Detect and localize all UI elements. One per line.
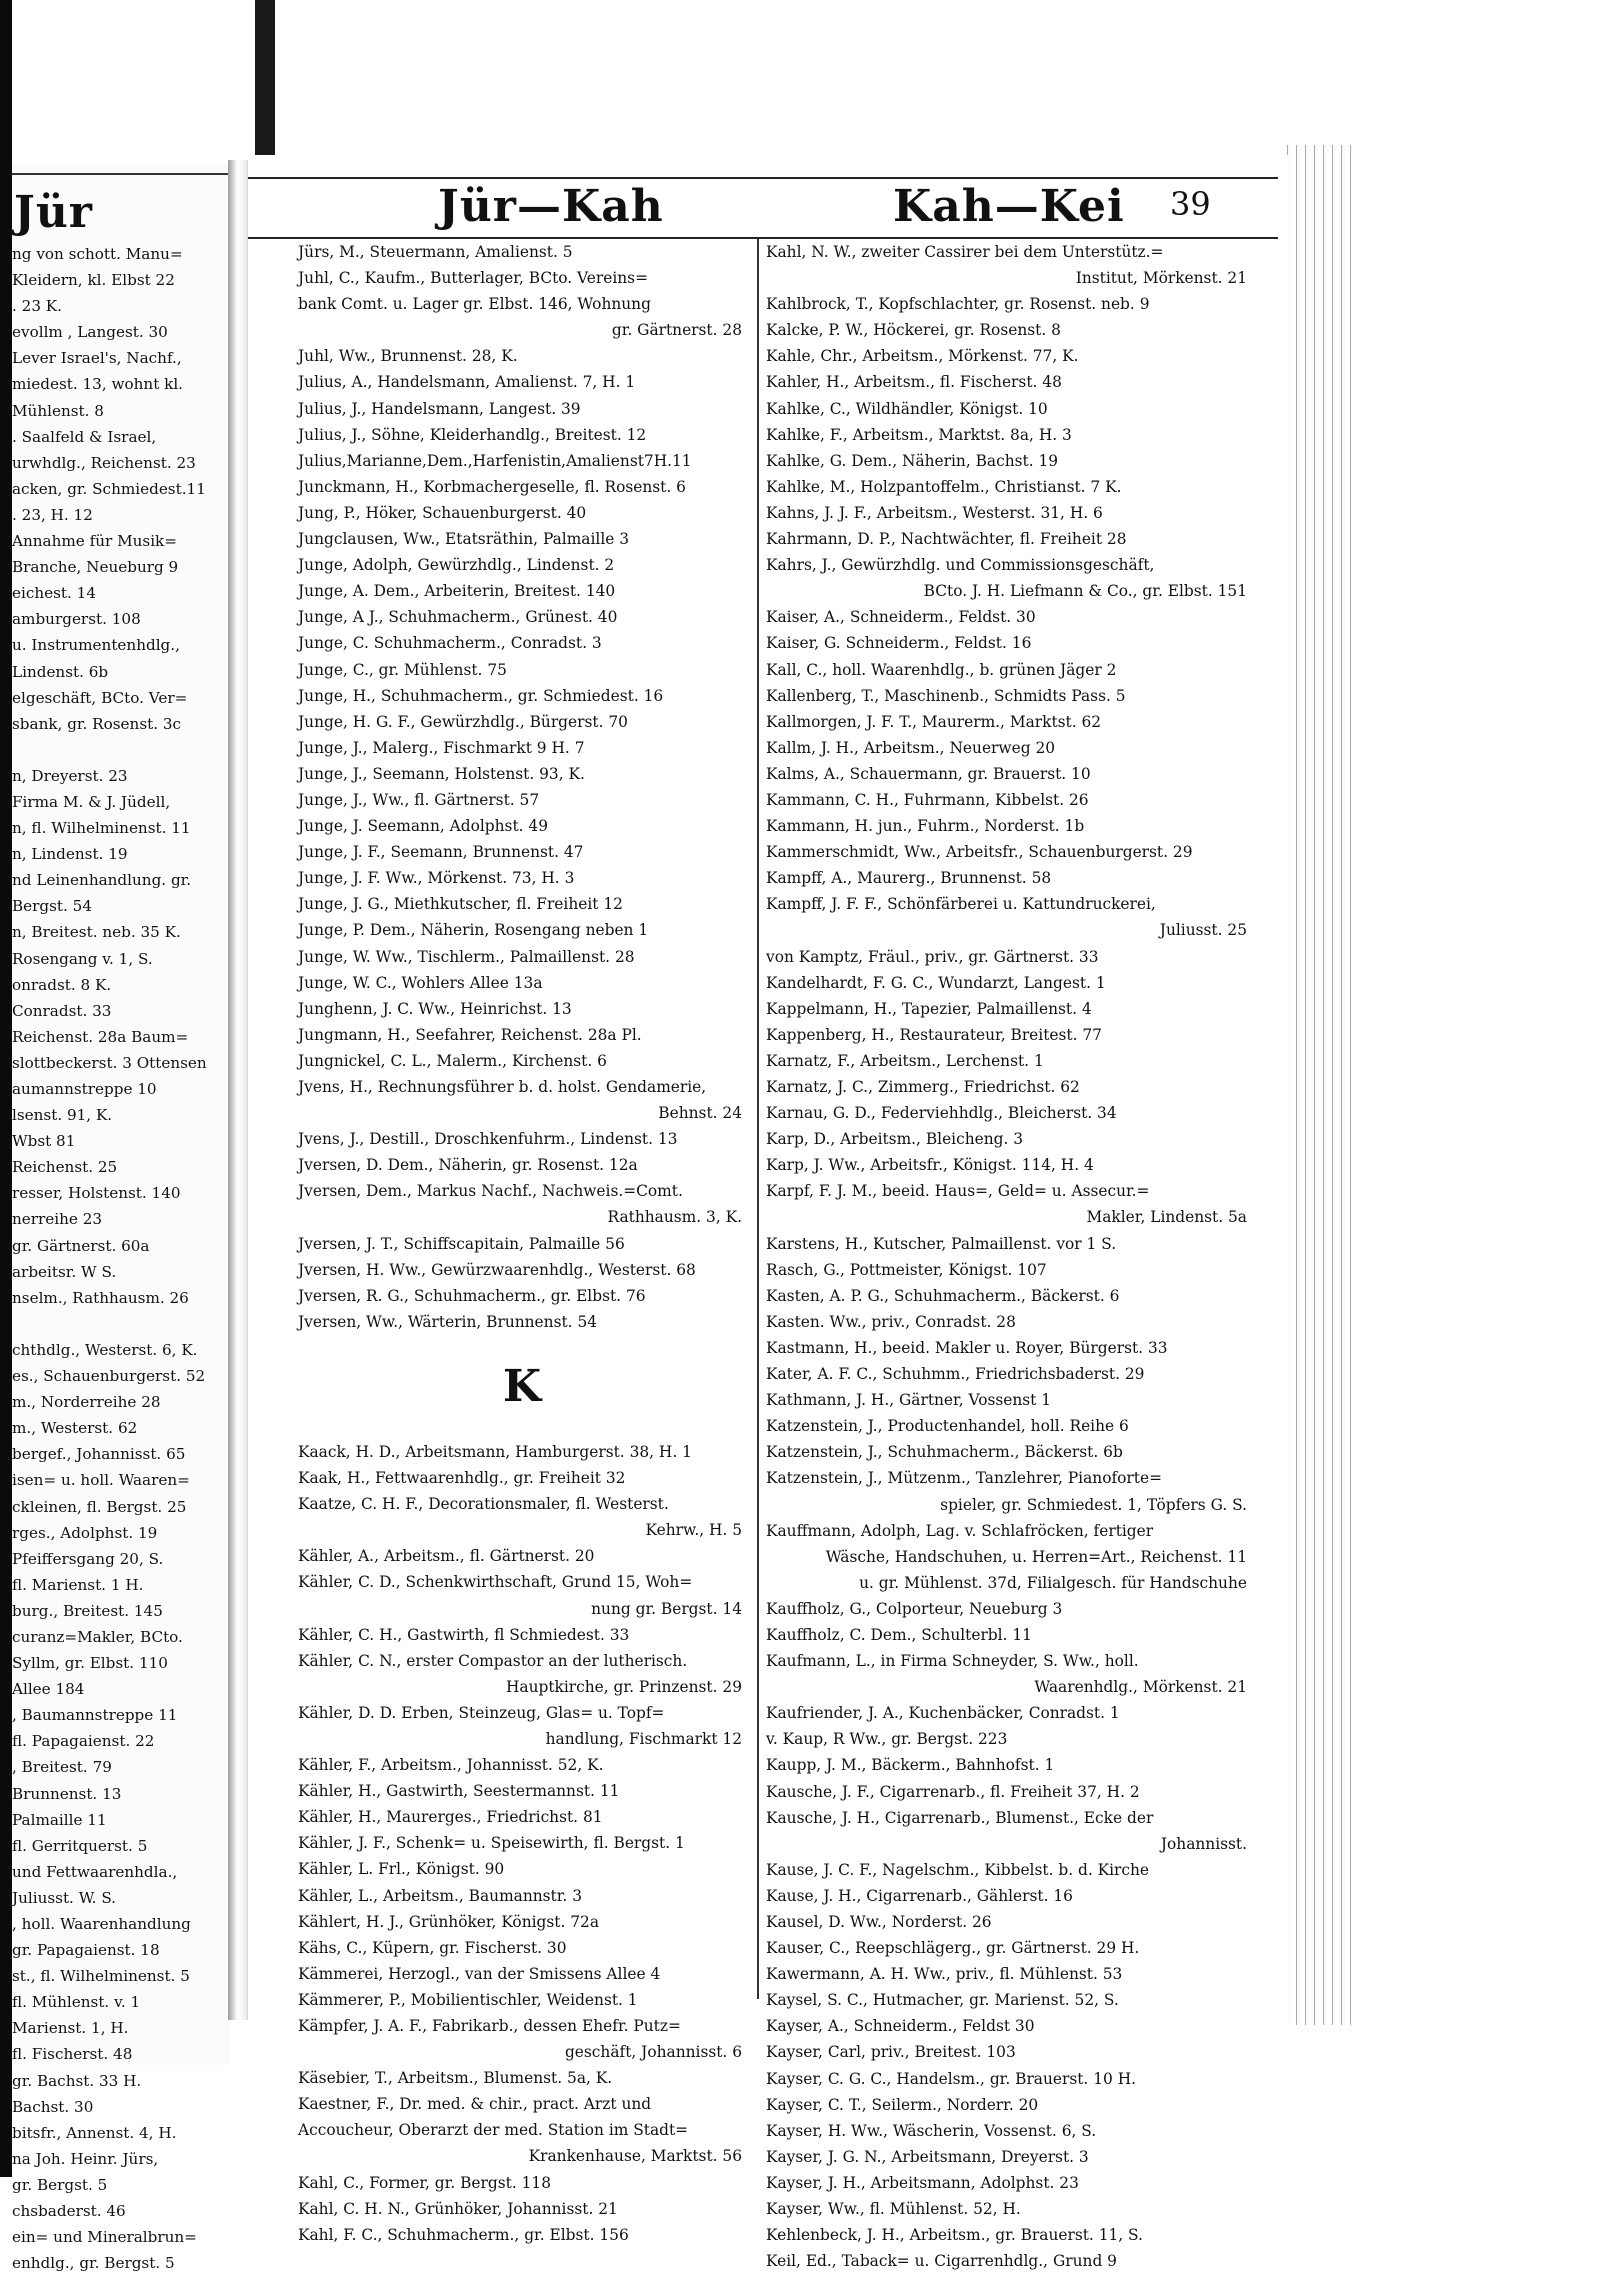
scan-margin: [0, 0, 12, 2177]
facing-page-line: aumannstreppe 10: [12, 1080, 157, 1098]
facing-page-line: Lindenst. 6b: [12, 662, 109, 681]
facing-page-line: [12, 1311, 242, 1337]
entry-continuation: Waarenhdlg., Mörkenst. 21: [1034, 1678, 1247, 1697]
directory-entry: Julius, J., Handelsmann, Langest. 39: [298, 399, 581, 418]
facing-page-line: Reichenst. 28a Baum=: [12, 1027, 189, 1046]
facing-page-line: fl. Fischerst. 48: [12, 2045, 133, 2064]
entry-continuation: geschäft, Johannisst. 6: [564, 2043, 742, 2062]
directory-entry: Kauffmann, Adolph, Lag. v. Schlafröcken, fertiger: [766, 1521, 1154, 1540]
directory-entry: Karp, J. Ww., Arbeitsfr., Königst. 114, H. 4: [766, 1156, 1094, 1175]
directory-entry: Junge, J., Malerg., Fischmarkt 9 H. 7: [298, 738, 585, 757]
directory-entry: Kauffholz, C. Dem., Schulterbl. 11: [766, 1625, 1032, 1644]
page-top-rule: [248, 177, 1278, 179]
facing-page-line: n, Lindenst. 19: [12, 845, 128, 864]
entries-column-right: [766, 239, 1251, 2274]
directory-entry: Kaupp, J. M., Bäckerm., Bahnhofst. 1: [766, 1756, 1055, 1775]
directory-entry: Karnatz, F., Arbeitsm., Lerchenst. 1: [766, 1051, 1044, 1070]
directory-entry: Kahlke, M., Holzpantoffelm., Christianst. 7 K.: [766, 477, 1122, 496]
page-number: 39: [1170, 185, 1211, 223]
facing-page-line: lsenst. 91, K.: [12, 1106, 113, 1125]
directory-entry: Katzenstein, J., Productenhandel, holl. Reihe 6: [766, 1417, 1129, 1436]
directory-entry: Kaack, H. D., Arbeitsmann, Hamburgerst. 38, H. 1: [298, 1442, 692, 1461]
directory-entry: Kähler, L. Frl., Königst. 90: [298, 1860, 505, 1879]
directory-entry: Kämmerer, P., Mobilientischler, Weidenst. 1: [298, 1990, 638, 2009]
directory-entry: Junge, A. Dem., Arbeiterin, Breitest. 140: [298, 582, 616, 601]
directory-entry: Kähler, C. D., Schenkwirthschaft, Grund 15, Woh=: [298, 1573, 693, 1592]
directory-entry: Kayser, C. T., Seilerm., Norderr. 20: [766, 2095, 1039, 2114]
facing-page-line: nerreihe 23: [12, 1210, 103, 1229]
running-head-right: Kah—Kei: [893, 181, 1125, 232]
facing-page-line: elgeschäft, BCto. Ver=: [12, 688, 188, 707]
directory-entry: Kallenberg, T., Maschinenb., Schmidts Pass. 5: [766, 686, 1126, 705]
entry-continuation: spieler, gr. Schmiedest. 1, Töpfers G. S.: [940, 1495, 1247, 1514]
directory-entry: Kampff, J. F. F., Schönfärberei u. Kattundruckerei,: [766, 895, 1156, 914]
directory-entry: Kalcke, P. W., Höckerei, gr. Rosenst. 8: [766, 321, 1061, 340]
directory-entry: Kähler, D. D. Erben, Steinzeug, Glas= u. Topf=: [298, 1703, 665, 1722]
directory-entry: bank Comt. u. Lager gr. Elbst. 146, Wohnung: [298, 295, 651, 314]
entry-continuation: Wäsche, Handschuhen, u. Herren=Art., Reichenst. 11: [825, 1547, 1247, 1566]
directory-entry: Kayser, Carl, priv., Breitest. 103: [766, 2043, 1016, 2062]
directory-entry: Kaysel, S. C., Hutmacher, gr. Marienst. 52, S.: [766, 1991, 1119, 2010]
directory-entry: Junge, J. F., Seemann, Brunnenst. 47: [298, 843, 584, 862]
facing-page-line: gr. Papagaienst. 18: [12, 1941, 160, 1960]
directory-entry: Kammann, C. H., Fuhrmann, Kibbelst. 26: [766, 790, 1089, 809]
facing-page-line: Lever Israel's, Nachf.,: [12, 349, 182, 368]
facing-page-line: Bergst. 54: [12, 897, 93, 916]
directory-entry: Kausche, J. F., Cigarrenarb., fl. Freiheit 37, H. 2: [766, 1782, 1140, 1801]
directory-entry: Kastmann, H., beeid. Makler u. Royer, Bürgerst. 33: [766, 1338, 1168, 1357]
directory-entry: Kahrs, J., Gewürzhdlg. und Commissionsgeschäft,: [766, 556, 1155, 575]
facing-page-line: bergef., Johannisst. 65: [12, 1445, 186, 1464]
facing-page-line: acken, gr. Schmiedest.11: [12, 479, 206, 498]
directory-entry: Kähler, F., Arbeitsm., Johannisst. 52, K.: [298, 1756, 604, 1775]
directory-entry: Karp, D., Arbeitsm., Bleicheng. 3: [766, 1130, 1024, 1149]
directory-entry: Julius, J., Söhne, Kleiderhandlg., Breitest. 12: [298, 425, 647, 444]
directory-entry: Kammerschmidt, Ww., Arbeitsfr., Schauenburgerst. 29: [766, 843, 1193, 862]
facing-page-line: sbank, gr. Rosenst. 3c: [12, 714, 182, 733]
facing-page-line: urwhdlg., Reichenst. 23: [12, 453, 196, 472]
running-head-left: Jür—Kah: [438, 181, 664, 232]
directory-entry: Kayser, H. Ww., Wäscherin, Vossenst. 6, S.: [766, 2121, 1097, 2140]
directory-entry: Junge, J. G., Miethkutscher, fl. Freiheit 12: [298, 895, 623, 914]
facing-page-line: gr. Bergst. 5: [12, 2175, 108, 2194]
facing-page-line: , Breitest. 79: [12, 1758, 112, 1777]
facing-page-line: Mühlenst. 8: [12, 401, 104, 420]
entry-continuation: Krankenhause, Marktst. 56: [528, 2147, 742, 2166]
facing-page-line: chthdlg., Westerst. 6, K.: [12, 1340, 198, 1359]
facing-page-line: miedest. 13, wohnt kl.: [12, 375, 184, 394]
directory-entry: Kampff, A., Maurerg., Brunnenst. 58: [766, 869, 1052, 888]
facing-page-line: fl. Gerritquerst. 5: [12, 1836, 148, 1855]
directory-entry: v. Kaup, R Ww., gr. Bergst. 223: [766, 1730, 1008, 1749]
entry-continuation: u. gr. Mühlenst. 37d, Filialgesch. für Handschuhe: [859, 1573, 1247, 1592]
directory-entry: Kähler, A., Arbeitsm., fl. Gärtnerst. 20: [298, 1547, 595, 1566]
directory-entry: Katzenstein, J., Schuhmacherm., Bäckerst. 6b: [766, 1443, 1123, 1462]
facing-page-line: rges., Adolphst. 19: [12, 1523, 158, 1542]
facing-page-line: gr. Bachst. 33 H.: [12, 2071, 142, 2090]
directory-entry: Kahl, C. H. N., Grünhöker, Johannisst. 21: [298, 2199, 618, 2218]
page-edges: [1282, 145, 1352, 2025]
directory-entry: Kayser, A., Schneiderm., Feldst 30: [766, 2017, 1035, 2036]
directory-entry: Junge, H., Schuhmacherm., gr. Schmiedest. 16: [298, 686, 664, 705]
directory-entry: Jvens, J., Destill., Droschkenfuhrm., Lindenst. 13: [298, 1130, 678, 1149]
entry-continuation: Makler, Lindenst. 5a: [1086, 1208, 1247, 1227]
directory-entry: Kahler, H., Arbeitsm., fl. Fischerst. 48: [766, 373, 1062, 392]
directory-entry: Kauffholz, G., Colporteur, Neueburg 3: [766, 1599, 1063, 1618]
directory-entry: von Kamptz, Fräul., priv., gr. Gärtnerst. 33: [766, 947, 1099, 966]
directory-entry: Junghenn, J. C. Ww., Heinrichst. 13: [298, 999, 572, 1018]
directory-entry: Kappelmann, H., Tapezier, Palmaillenst. 4: [766, 999, 1092, 1018]
entry-continuation: Hauptkirche, gr. Prinzenst. 29: [505, 1677, 742, 1696]
directory-entry: Junge, H. G. F., Gewürzhdlg., Bürgerst. 70: [298, 712, 628, 731]
facing-page-top-rule: [12, 173, 230, 175]
facing-page-line: chsbaderst. 46: [12, 2202, 126, 2221]
directory-entry: Käsebier, T., Arbeitsm., Blumenst. 5a, K.: [298, 2069, 613, 2088]
directory-entry: Kähler, C. N., erster Compastor an der lutherisch.: [298, 1651, 688, 1670]
directory-entry: Kall, C., holl. Waarenhdlg., b. grünen Jäger 2: [766, 660, 1117, 679]
directory-entry: Kahle, Chr., Arbeitsm., Mörkenst. 77, K.: [766, 347, 1079, 366]
facing-page-line: . 23 K.: [12, 297, 62, 316]
facing-page-line: nd Leinenhandlung. gr.: [12, 871, 192, 890]
directory-entry: Junge, A J., Schuhmacherm., Grünest. 40: [298, 608, 618, 627]
directory-entry: Kayser, J. H., Arbeitsmann, Adolphst. 23: [766, 2173, 1079, 2192]
facing-page-line: arbeitsr. W S.: [12, 1262, 117, 1281]
directory-entry: Julius,Marianne,Dem.,Harfenistin,Amalienst7H.11: [298, 451, 692, 470]
directory-entry: Jversen, H. Ww., Gewürzwaarenhdlg., Westerst. 68: [298, 1260, 696, 1279]
directory-entry: Junckmann, H., Korbmachergeselle, fl. Rosenst. 6: [298, 477, 686, 496]
directory-entry: Karpf, F. J. M., beeid. Haus=, Geld= u. Assecur.=: [766, 1182, 1150, 1201]
directory-entry: Kaufmann, L., in Firma Schneyder, S. Ww., holl.: [766, 1652, 1139, 1671]
directory-entry: Kasten. Ww., priv., Conradst. 28: [766, 1312, 1016, 1331]
entry-continuation: Johannisst.: [1160, 1834, 1247, 1853]
directory-entry: Kahlbrock, T., Kopfschlachter, gr. Rosenst. neb. 9: [766, 295, 1150, 314]
facing-page-line: fl. Mühlenst. v. 1: [12, 1993, 141, 2012]
facing-page-line: curanz=Makler, BCto.: [12, 1627, 183, 1646]
directory-entry: Kauser, C., Reepschlägerg., gr. Gärtnerst. 29 H.: [766, 1939, 1140, 1958]
directory-page: [248, 155, 1288, 2271]
directory-entry: Kähler, L., Arbeitsm., Baumannstr. 3: [298, 1886, 582, 1905]
facing-page-line: Bachst. 30: [12, 2097, 94, 2116]
facing-page-line: Kleidern, kl. Elbst 22: [12, 271, 175, 290]
facing-page-line: n, fl. Wilhelminenst. 11: [12, 819, 191, 838]
facing-page-line: amburgerst. 108: [12, 610, 141, 629]
facing-page-line: ckleinen, fl. Bergst. 25: [12, 1497, 187, 1516]
directory-entry: Kathmann, J. H., Gärtner, Vossenst 1: [766, 1391, 1052, 1410]
directory-entry: Kahl, N. W., zweiter Cassirer bei dem Unterstütz.=: [766, 243, 1164, 261]
facing-page-line: . 23, H. 12: [12, 505, 93, 524]
facing-page-line: bitsfr., Annenst. 4, H.: [12, 2123, 177, 2142]
directory-entry: Junge, W. Ww., Tischlerm., Palmaillenst. 28: [298, 947, 635, 966]
directory-entry: Junge, W. C., Wohlers Allee 13a: [298, 973, 543, 992]
facing-page-line: Allee 184: [12, 1680, 85, 1699]
entry-continuation: Juliusst. 25: [1159, 921, 1247, 940]
facing-page-line: Syllm, gr. Elbst. 110: [12, 1654, 168, 1673]
directory-entry: Kause, J. H., Cigarrenarb., Gählerst. 16: [766, 1886, 1073, 1905]
facing-page-line: [12, 737, 242, 763]
directory-entry: Kahlke, G. Dem., Näherin, Bachst. 19: [766, 451, 1059, 470]
facing-page-line: nselm., Rathhausm. 26: [12, 1288, 189, 1307]
directory-entry: Junge, P. Dem., Näherin, Rosengang neben 1: [298, 921, 649, 940]
facing-page-lines: [12, 241, 242, 2276]
facing-page-line: u. Instrumentenhdlg.,: [12, 636, 180, 655]
directory-entry: Kawermann, A. H. Ww., priv., fl. Mühlenst. 53: [766, 1965, 1123, 1984]
directory-entry: Jungmann, H., Seefahrer, Reichenst. 28a Pl.: [298, 1025, 642, 1044]
facing-page-line: resser, Holstenst. 140: [12, 1184, 181, 1203]
facing-page-line: ng von schott. Manu=: [12, 245, 183, 263]
directory-entry: Kallmorgen, J. F. T., Maurerm., Marktst. 62: [766, 712, 1102, 731]
directory-entry: Kaiser, G. Schneiderm., Feldst. 16: [766, 634, 1032, 653]
directory-entry: Kasten, A. P. G., Schuhmacherm., Bäckerst. 6: [766, 1286, 1120, 1305]
directory-entry: Accoucheur, Oberarzt der med. Station im Stadt=: [298, 2121, 689, 2140]
facing-page-line: gr. Gärtnerst. 60a: [12, 1236, 150, 1255]
directory-entry: Jvens, H., Rechnungsführer b. d. holst. Gendamerie,: [298, 1078, 707, 1096]
directory-entry: Junge, J. Seemann, Adolphst. 49: [298, 817, 549, 836]
directory-entry: Kayser, C. G. C., Handelsm., gr. Brauerst. 10 H.: [766, 2069, 1137, 2088]
facing-page-line: st., fl. Wilhelminenst. 5: [12, 1967, 190, 1986]
directory-entry: Kehlenbeck, J. H., Arbeitsm., gr. Brauerst. 11, S.: [766, 2226, 1143, 2245]
facing-page-line: und Fettwaarenhdla.,: [12, 1862, 178, 1881]
directory-entry: Jversen, Dem., Markus Nachf., Nachweis.=Comt.: [298, 1182, 683, 1201]
directory-entry: Junge, Adolph, Gewürzhdlg., Lindenst. 2: [298, 556, 615, 575]
facing-page-line: n, Breitest. neb. 35 K.: [12, 923, 181, 942]
directory-entry: Junge, J., Seemann, Holstenst. 93, K.: [298, 764, 585, 783]
directory-entry: Kayser, J. G. N., Arbeitsmann, Dreyerst. 3: [766, 2147, 1089, 2166]
directory-entry: Katzenstein, J., Mützenm., Tanzlehrer, Pianoforte=: [766, 1469, 1162, 1488]
facing-page-line: ein= und Mineralbrun=: [12, 2228, 197, 2247]
facing-page-header: Jür: [14, 187, 93, 238]
directory-entry: Kähs, C., Küpern, gr. Fischerst. 30: [298, 1938, 567, 1957]
directory-entry: Kahrmann, D. P., Nachtwächter, fl. Freiheit 28: [766, 530, 1127, 549]
facing-page-line: Marienst. 1, H.: [12, 2019, 129, 2038]
directory-entry: Kaak, H., Fettwaarenhdlg., gr. Freiheit 32: [298, 1469, 626, 1488]
facing-page-line: Pfeiffersgang 20, S.: [12, 1549, 164, 1568]
facing-page-line: Brunnenst. 13: [12, 1784, 122, 1803]
directory-entry: Kählert, H. J., Grünhöker, Königst. 72a: [298, 1912, 600, 1931]
facing-page-line: na Joh. Heinr. Jürs,: [12, 2149, 159, 2168]
binding-strip: [255, 0, 275, 170]
directory-entry: Juhl, Ww., Brunnenst. 28, K.: [298, 347, 518, 366]
facing-page-line: Wbst 81: [12, 1132, 76, 1151]
entry-continuation: handlung, Fischmarkt 12: [545, 1729, 742, 1748]
directory-entry: Kallm, J. H., Arbeitsm., Neuerweg 20: [766, 738, 1056, 757]
directory-entry: Kappenberg, H., Restaurateur, Breitest. 77: [766, 1025, 1102, 1044]
facing-page-line: Palmaille 11: [12, 1810, 107, 1829]
facing-page-line: isen= u. holl. Waaren=: [12, 1471, 190, 1490]
directory-entry: Kahns, J. J. F., Arbeitsm., Westerst. 31, H. 6: [766, 503, 1103, 522]
facing-page-line: onradst. 8 K.: [12, 975, 112, 994]
facing-page-line: m., Westerst. 62: [12, 1419, 138, 1438]
facing-page-line: Reichenst. 25: [12, 1158, 118, 1177]
directory-entry: Jungnickel, C. L., Malerm., Kirchenst. 6: [298, 1051, 607, 1070]
directory-entry: Kämmerei, Herzogl., van der Smissens Allee 4: [298, 1964, 661, 1983]
facing-page-line: es., Schauenburgerst. 52: [12, 1367, 206, 1386]
directory-entry: Kandelhardt, F. G. C., Wundarzt, Langest. 1: [766, 973, 1106, 992]
facing-page-line: fl. Papagaienst. 22: [12, 1732, 155, 1751]
facing-page-line: fl. Marienst. 1 H.: [12, 1575, 144, 1594]
directory-entry: Kähler, H., Gastwirth, Seestermannst. 11: [298, 1782, 620, 1801]
directory-entry: Junge, C., gr. Mühlenst. 75: [298, 660, 507, 679]
section-letter: K: [502, 1360, 542, 1412]
entry-continuation: nung gr. Bergst. 14: [591, 1599, 742, 1618]
directory-entry: Jung, P., Höker, Schauenburgerst. 40: [298, 503, 587, 522]
facing-page-line: Rosengang v. 1, S.: [12, 949, 153, 968]
directory-entry: Kämpfer, J. A. F., Fabrikarb., dessen Ehefr. Putz=: [298, 2017, 681, 2035]
directory-entry: Kater, A. F. C., Schuhmm., Friedrichsbaderst. 29: [766, 1365, 1145, 1384]
directory-entry: Kaatze, C. H. F., Decorationsmaler, fl. Westerst.: [298, 1495, 669, 1514]
entries-column-left: [298, 239, 746, 2248]
directory-entry: Kähler, H., Maurerges., Friedrichst. 81: [298, 1808, 603, 1827]
directory-entry: Keil, Ed., Taback= u. Cigarrenhdlg., Grund 9: [766, 2252, 1117, 2271]
directory-entry: Kähler, C. H., Gastwirth, fl Schmiedest. 33: [298, 1625, 630, 1644]
facing-page-line: enhdlg., gr. Bergst. 5: [12, 2254, 175, 2273]
directory-entry: Kalms, A., Schauermann, gr. Brauerst. 10: [766, 764, 1091, 783]
directory-entry: Jversen, Ww., Wärterin, Brunnenst. 54: [298, 1312, 598, 1331]
directory-entry: Jversen, J. T., Schiffscapitain, Palmaille 56: [298, 1234, 625, 1253]
directory-entry: Kahlke, F., Arbeitsm., Marktst. 8a, H. 3: [766, 425, 1072, 444]
entry-continuation: Rathhausm. 3, K.: [607, 1208, 742, 1227]
directory-entry: Jversen, R. G., Schuhmacherm., gr. Elbst. 76: [298, 1286, 646, 1305]
entry-continuation: BCto. J. H. Liefmann & Co., gr. Elbst. 151: [923, 582, 1247, 601]
entry-continuation: gr. Gärtnerst. 28: [611, 321, 742, 340]
directory-entry: Kahlke, C., Wildhändler, Königst. 10: [766, 399, 1048, 418]
directory-entry: Junge, C. Schuhmacherm., Conradst. 3: [298, 634, 602, 653]
directory-entry: Karnatz, J. C., Zimmerg., Friedrichst. 62: [766, 1078, 1080, 1096]
facing-page-line: Branche, Neueburg 9: [12, 558, 179, 577]
facing-page-left: [12, 165, 230, 2273]
directory-entry: Juhl, C., Kaufm., Butterlager, BCto. Vereins=: [298, 269, 648, 288]
facing-page-line: eichest. 14: [12, 584, 96, 603]
facing-page-line: Conradst. 33: [12, 1001, 112, 1020]
directory-entry: Kammann, H. jun., Fuhrm., Norderst. 1b: [766, 817, 1085, 836]
column-divider: [757, 239, 759, 1999]
directory-entry: Rasch, G., Pottmeister, Königst. 107: [766, 1260, 1047, 1279]
directory-entry: Kaiser, A., Schneiderm., Feldst. 30: [766, 608, 1036, 627]
facing-page-line: n, Dreyerst. 23: [12, 766, 128, 785]
directory-entry: Kause, J. C. F., Nagelschm., Kibbelst. b. d. Kirche: [766, 1860, 1150, 1879]
facing-page-line: slottbeckerst. 3 Ottensen: [12, 1053, 207, 1072]
directory-entry: Kähler, J. F., Schenk= u. Speisewirth, fl. Bergst. 1: [298, 1834, 685, 1853]
facing-page-line: , holl. Waarenhandlung: [12, 1915, 191, 1933]
facing-page-line: Juliusst. W. S.: [12, 1888, 117, 1907]
directory-entry: Karnau, G. D., Federviehhdlg., Bleicherst. 34: [766, 1104, 1117, 1123]
entry-continuation: Behnst. 24: [658, 1104, 742, 1123]
directory-entry: Kaestner, F., Dr. med. & chir., pract. Arzt und: [298, 2095, 652, 2114]
directory-entry: Jürs, M., Steuermann, Amalienst. 5: [298, 243, 573, 261]
directory-entry: Junge, J., Ww., fl. Gärtnerst. 57: [298, 790, 540, 809]
entry-continuation: Kehrw., H. 5: [645, 1521, 742, 1540]
directory-entry: Kayser, Ww., fl. Mühlenst. 52, H.: [766, 2200, 1021, 2219]
directory-entry: Kahl, F. C., Schuhmacherm., gr. Elbst. 156: [298, 2225, 629, 2244]
directory-entry: Julius, A., Handelsmann, Amalienst. 7, H. 1: [298, 373, 636, 392]
directory-entry: Kaufriender, J. A., Kuchenbäcker, Conradst. 1: [766, 1704, 1120, 1723]
directory-entry: Kausche, J. H., Cigarrenarb., Blumenst., Ecke der: [766, 1808, 1154, 1827]
directory-entry: Kausel, D. Ww., Norderst. 26: [766, 1913, 992, 1931]
facing-page-line: m., Norderreihe 28: [12, 1393, 161, 1412]
facing-page-line: , Baumannstreppe 11: [12, 1706, 178, 1725]
facing-page-line: evollm , Langest. 30: [12, 323, 168, 342]
entry-continuation: Institut, Mörkenst. 21: [1075, 269, 1247, 288]
directory-entry: Jungclausen, Ww., Etatsräthin, Palmaille 3: [298, 530, 630, 549]
directory-entry: Karstens, H., Kutscher, Palmaillenst. vor 1 S.: [766, 1234, 1117, 1253]
facing-page-line: burg., Breitest. 145: [12, 1601, 163, 1620]
directory-entry: Kahl, C., Former, gr. Bergst. 118: [298, 2173, 551, 2192]
facing-page-line: Annahme für Musik=: [12, 532, 177, 551]
directory-entry: Junge, J. F. Ww., Mörkenst. 73, H. 3: [298, 869, 575, 888]
directory-entry: Jversen, D. Dem., Näherin, gr. Rosenst. 12a: [298, 1156, 638, 1175]
facing-page-line: Firma M. & J. Jüdell,: [12, 792, 171, 811]
facing-page-line: . Saalfeld & Israel,: [12, 427, 157, 446]
